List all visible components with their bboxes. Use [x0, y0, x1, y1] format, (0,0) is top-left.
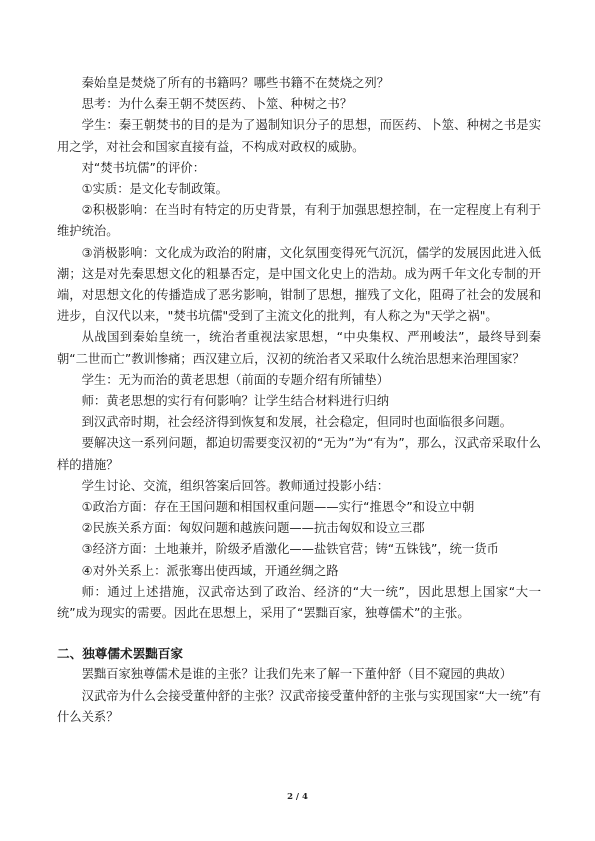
- paragraph-discussion: 学生讨论、交流，组织答案后回答。教师通过投影小结：: [81, 478, 390, 493]
- paragraph-wudi-era: 到汉武帝时期，社会经济得到恢复和发展，社会稳定，但同时也面临很多问题。: [81, 415, 512, 430]
- paragraph-teacher-huanglao: 师：黄老思想的实行有何影响？让学生结合材料进行归纳: [81, 394, 390, 409]
- paragraph-teacher-summary: 师：通过上述措施，汉武帝达到了政治、经济的“大一统”，因此思想上国家“大一统”成为现实的需要。因此在思想上，采用了“罢黜百家，独尊儒术”的主张。: [57, 584, 541, 621]
- paragraph-evaluation-title: 对“焚书坑儒”的评价：: [81, 160, 206, 175]
- list-item-economy: ③经济方面：土地兼并，阶级矛盾激化——盐铁官营；铸“五铢钱”，统一货币: [81, 542, 499, 557]
- paragraph-measures-question: 要解决这一系列问题，都迫切需要变汉初的“无为”为“有为”，那么，汉武帝采取什么样的措施？: [57, 436, 541, 472]
- paragraph-positive-impact: ②积极影响：在当时有特定的历史背景，有利于加强思想控制，在一定程度上有利于维护统治。: [57, 203, 541, 239]
- paragraph-dong-zhongshu: 罢黜百家独尊儒术是谁的主张？让我们先来了解一下董仲舒（目不窥园的典故）: [81, 667, 512, 682]
- page-body: [57, 73, 541, 728]
- paragraph-negative-impact: ③消极影响：文化成为政治的附庸，文化氛围变得死气沉沉，儒学的发展因此进入低潮；这是对先秦思想文化的粗暴否定，是中国文化史上的浩劫。成为两千年文化专制的开端，对思想文化的传播造成了恶劣影响，钳制了思想，摧残了文化，阻碍了社会的发展和进步，自汉代以来，"焚书坑儒"受到了主流文化的批判，有人称之为"天学之祸"。: [57, 245, 541, 324]
- paragraph-think-question: 思考：为什么秦王朝不焚医药、卜筮、种树之书？: [81, 97, 353, 112]
- paragraph-student-answer: 学生：秦王朝焚书的目的是为了遏制知识分子的思想，而医药、卜筮、种树之书是实用之学，对社会和国家直接有益，不构成对政权的威胁。: [57, 118, 541, 154]
- list-item-politics: ①政治方面：存在王国问题和相国权重问题——实行“推恩令”和设立中朝: [81, 500, 475, 515]
- section-heading: 二、独尊儒术罢黜百家: [57, 646, 183, 662]
- page-number: 2 / 4: [287, 792, 308, 802]
- list-item-foreign: ④对外关系上：派张骞出使西域，开通丝绸之路: [81, 563, 339, 578]
- paragraph-warring-states: 从战国到秦始皇统一，统治者重视法家思想，“中央集权、严刑峻法”，最终导到秦朝“二世而亡”教训惨痛；西汉建立后，汉初的统治者又采取什么统治思想来治理国家？: [57, 330, 541, 366]
- paragraph-essence: ①实质：是文化专制政策。: [81, 182, 228, 197]
- paragraph-question-burning: 秦始皇是焚烧了所有的书籍吗？哪些书籍不在焚烧之列？: [81, 76, 390, 90]
- section-spacer: [57, 624, 541, 643]
- list-item-ethnic: ②民族关系方面：匈奴问题和越族问题——抗击匈奴和设立三郡: [81, 521, 425, 536]
- paragraph-huanglao: 学生：无为而治的黄老思想（前面的专题介绍有所铺垫）: [81, 372, 390, 387]
- paragraph-wudi-accept: 汉武帝为什么会接受董仲舒的主张？汉武帝接受董仲舒的主张与实现国家“大一统”有什么关系？: [57, 688, 541, 724]
